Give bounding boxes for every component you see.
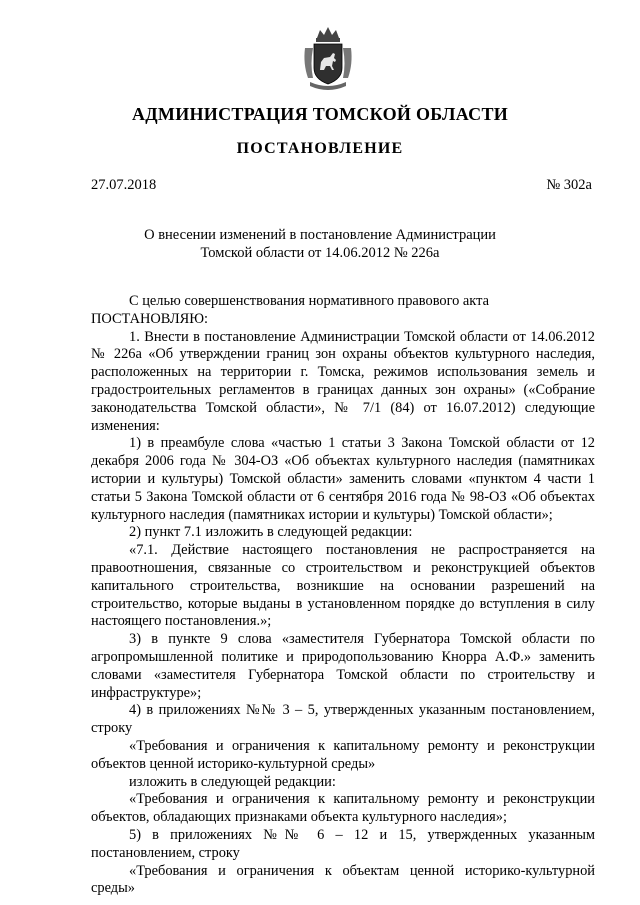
body-paragraph: 1) в преамбуле слова «частью 1 статьи 3 Закона Томской области от 12 декабря 2006 года № 304-ОЗ «Об объектах культурного наследия (памятниках истории и культуры) Томской области» заменить словами «пунктом 4 части 1 статьи 5 Закона Томской области от 6 сентября 2016 года № 98-ОЗ «Об объектах культурного наследия (памятниках истории и культуры) Томской области»; bbox=[91, 435, 595, 523]
body-paragraph: 5) в приложениях №№ 6 – 12 и 15, утвержденных указанным постановлением, строку bbox=[91, 826, 595, 861]
body-paragraph: изложить в следующей редакции: bbox=[129, 773, 336, 790]
body-paragraph: С целью совершенствования нормативного правового акта bbox=[129, 293, 489, 309]
body-paragraph: «Требования и ограничения к объектам ценной историко-культурной среды» bbox=[91, 862, 595, 897]
body-paragraph: ПОСТАНОВЛЯЮ: bbox=[91, 310, 209, 327]
body-paragraph: 2) пункт 7.1 изложить в следующей редакции: bbox=[129, 524, 413, 541]
organization-title: АДМИНИСТРАЦИЯ ТОМСКОЙ ОБЛАСТИ bbox=[131, 104, 509, 124]
subject-line: О внесении изменений в постановление Администрации bbox=[144, 227, 496, 243]
subject-line: Томской области от 14.06.2012 № 226а bbox=[200, 245, 440, 261]
body-paragraph: «Требования и ограничения к капитальному ремонту и реконструкции объектов ценной историко-культурной среды» bbox=[91, 737, 595, 772]
document-type: ПОСТАНОВЛЕНИЕ bbox=[236, 140, 404, 157]
document-number: № 302а bbox=[546, 177, 592, 193]
document-date: 27.07.2018 bbox=[91, 177, 157, 193]
body-paragraph: 4) в приложениях №№ 3 – 5, утвержденных указанным постановлением, строку bbox=[91, 702, 595, 737]
body-paragraph: 1. Внести в постановление Администрации Томской области от 14.06.2012 № 226а «Об утверждении границ зон охраны объектов культурного наследия, расположенных на территории г. Томска, режимов использования земель и градостроительных регламентов в границах данных зон охраны» («Собрание законодательства Томской области», № 7/1 (84) от 16.07.2012) следующие изменения: bbox=[91, 328, 595, 434]
body-paragraph: «Требования и ограничения к капитальному ремонту и реконструкции объектов, обладающих признаками объекта культурного наследия»; bbox=[91, 791, 595, 826]
document-body bbox=[91, 293, 595, 898]
document-subject bbox=[120, 226, 520, 262]
body-paragraph: 3) в пункте 9 слова «заместителя Губернатора Томской области по агропромышленной политике и природопользованию Кнорра А.Ф.» заменить словами «заместителя Губернатора Томской области по строительству и инфраструктуре»; bbox=[91, 631, 595, 701]
tomsk-coat-of-arms-icon bbox=[302, 24, 354, 94]
body-paragraph: «7.1. Действие настоящего постановления не распространяется на правоотношения, связанные со строительством и реконструкцией объектов капитального строительства, возникшие на основании разрешений на строительство, которые выданы в установленном порядке до вступления в силу настоящего постановления.»; bbox=[91, 542, 595, 630]
